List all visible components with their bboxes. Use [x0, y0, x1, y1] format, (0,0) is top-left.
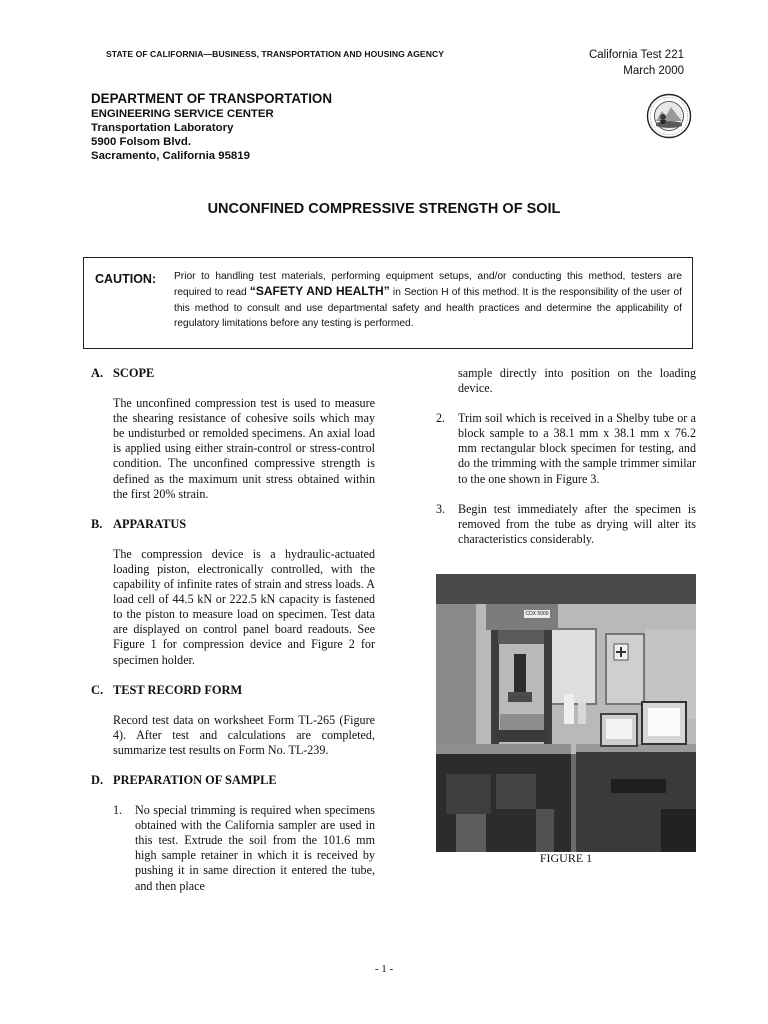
list-item-text: No special trimming is required when specimens obtained with the California sampler are used in this test. Extrude the soil from the 101.6 mm high sample retainer in which it is received by pushing it in same direction it entered the tube, and then place: [135, 803, 375, 893]
caution-emphasis: “SAFETY AND HEALTH”: [249, 284, 390, 299]
right-column: [436, 366, 696, 547]
caution-text-after: in Section H of this method. It is the responsibility of the user of this method to consult and use departmental safety and health practices and determine the applicability of regulatory limitations before any testing is performed.: [174, 287, 682, 329]
list-item-number: 1.: [113, 803, 123, 818]
figure-1-photo: [436, 574, 696, 852]
test-number: California Test 221: [588, 49, 684, 61]
apparatus-paragraph: The compression device is a hydraulic-actuated loading piston, electronically controlled, with the capability of infinite rates of strain and stress loads. A load cell of 44.5 kN or 222.5 kN capacity is fastened to the piston to measure load on specimen. Test data are displayed on control panel board readouts. See Figure 1 for compression device and Figure 2 for specimen holder.: [113, 546, 375, 667]
test-identifier: [560, 47, 684, 79]
section-a-letter: A.: [91, 366, 104, 380]
section-c-heading: [91, 683, 375, 698]
list-item: [436, 502, 696, 547]
caution-text: [174, 269, 682, 331]
section-b-title: APPARATUS: [113, 516, 187, 531]
test-date: March 2000: [623, 65, 684, 77]
city-address: Sacramento, California 95819: [91, 150, 250, 162]
document-title: UNCONFINED COMPRESSIVE STRENGTH OF SOIL: [207, 201, 561, 217]
list-item: [113, 803, 375, 894]
state-seal-icon: [646, 93, 692, 139]
caution-text-before: Prior to handling test materials, performing equipment setups, and/or conducting this method, testers are required to read: [174, 271, 682, 299]
section-a-heading: [91, 366, 375, 381]
lab-name: Transportation Laboratory: [91, 122, 234, 134]
left-column: [91, 366, 375, 894]
section-b-heading: [91, 517, 375, 532]
department-name: DEPARTMENT OF TRANSPORTATION: [91, 91, 333, 106]
list-item-number: 2.: [436, 411, 446, 426]
section-d-heading: [91, 773, 375, 788]
department-address: [91, 90, 332, 163]
section-b-letter: B.: [91, 516, 103, 531]
section-c-title: TEST RECORD FORM: [113, 682, 243, 697]
section-d-letter: D.: [91, 772, 104, 787]
section-d-title: PREPARATION OF SAMPLE: [113, 772, 277, 787]
agency-header: STATE OF CALIFORNIA—BUSINESS, TRANSPORTATION AND HOUSING AGENCY: [106, 49, 444, 59]
list-item-number: 3.: [436, 501, 446, 516]
caution-label: CAUTION:: [95, 272, 157, 286]
scope-paragraph: The unconfined compression test is used to measure the shearing resistance of cohesive soils which may be undisturbed or remolded specimens. An axial load is applied using either strain-control or stress-control condition. The unconfined compressive strength is defined as the maximum unit stress obtained within the first 20% strain.: [113, 396, 375, 501]
list-item-text: Begin test immediately after the specimen is removed from the tube as drying will alter its characteristics considerably.: [458, 501, 696, 546]
section-a-title: SCOPE: [113, 366, 155, 380]
page-number: - 1 -: [374, 963, 394, 975]
caution-box: [83, 257, 693, 349]
section-c-letter: C.: [91, 682, 104, 697]
figure-caption: FIGURE 1: [539, 851, 593, 865]
street-address: 5900 Folsom Blvd.: [91, 136, 192, 148]
list-item: [436, 411, 696, 486]
service-center: ENGINEERING SERVICE CENTER: [91, 108, 274, 120]
machine-label: CDX 5000: [525, 611, 549, 617]
list-item-continuation: sample directly into position on the loading device.: [458, 366, 696, 396]
record-form-paragraph: Record test data on worksheet Form TL-265 (Figure 4). After test and calculations are completed, summarize test results on Form No. TL-239.: [113, 712, 375, 757]
list-item-text: Trim soil which is received in a Shelby tube or a block sample to a 38.1 mm x 38.1 mm x 76.2 mm rectangular block specimen for testing, and do the trimming with the sample trimmer similar to the one shown in Figure 3.: [458, 411, 696, 486]
